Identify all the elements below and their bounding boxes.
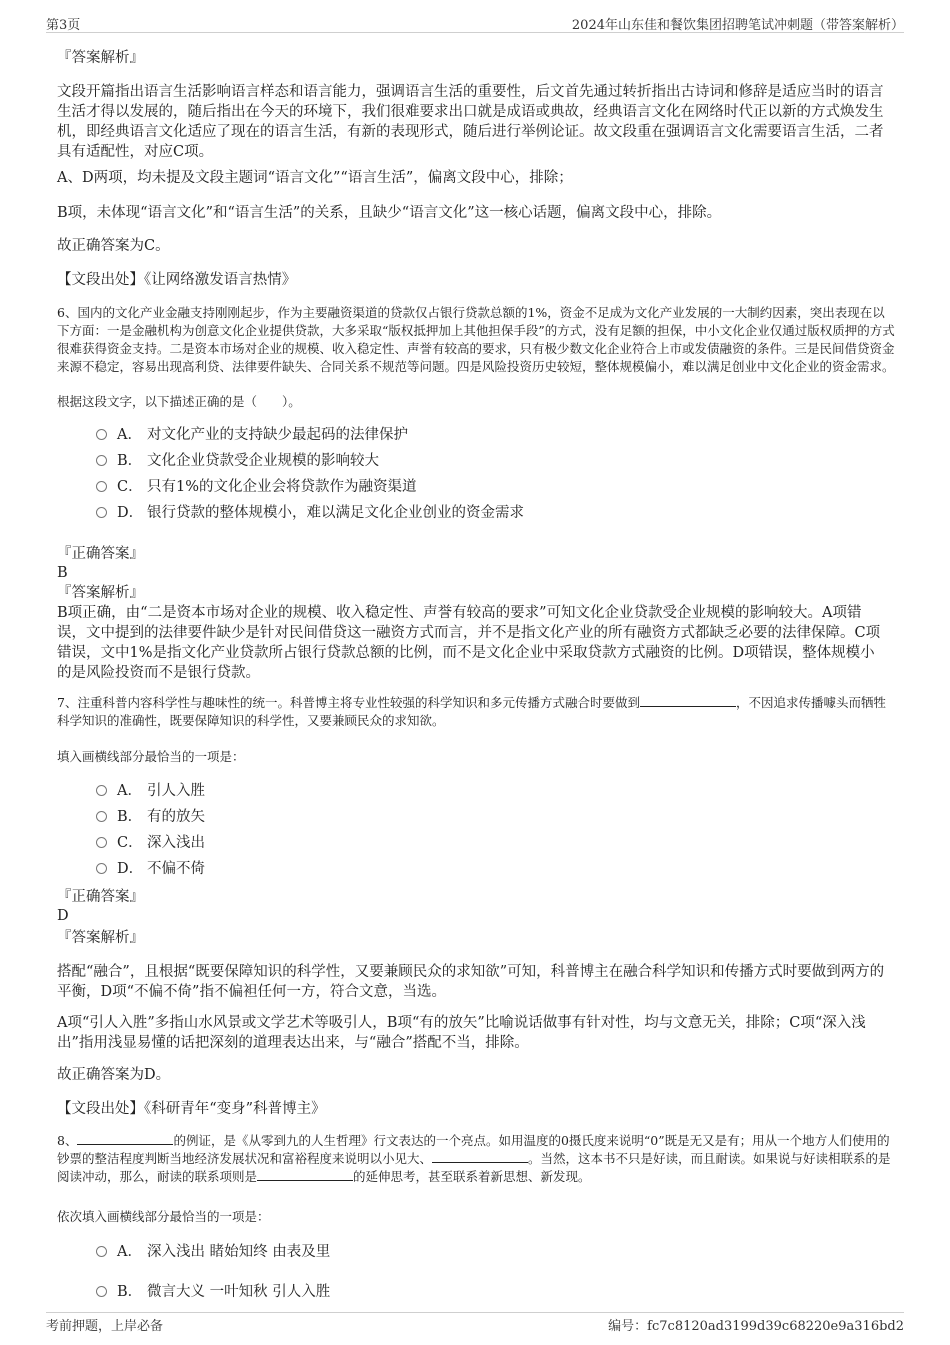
- q7-source: 【文段出处】《科研青年“变身”科普博主》: [57, 1101, 326, 1117]
- fill-blank: [257, 1168, 353, 1181]
- q7-option-b[interactable]: B． 有的放矢: [96, 806, 205, 828]
- document-code: 编号：fc7c8120ad3199d39c68220e9a316bd2: [608, 1319, 904, 1334]
- fill-blank: [77, 1132, 173, 1145]
- q6-answer-label: 『正确答案』: [57, 546, 144, 562]
- q8-option-a[interactable]: A． 深入浅出 睹始知终 由表及里: [96, 1241, 330, 1263]
- footer-slogan: 考前押题，上岸必备: [46, 1319, 164, 1334]
- q6-answer: B: [57, 565, 68, 581]
- q7-analysis-label: 『答案解析』: [57, 930, 144, 946]
- q5-analysis-label: 『答案解析』: [57, 50, 144, 66]
- radio-button[interactable]: [96, 507, 107, 518]
- q5-analysis: 文段开篇指出语言生活影响语言样态和语言能力，强调语言生活的重要性，后文首先通过转折指出古诗词和修辞是适应当时的语言生活才得以发展的，随后指出在今天的环境下，我们很难要求出口就是成语或典故，经典语言文化在网络时代正以新的方式焕发生机，即经典语言文化适应了现在的语言生活，有新的表现形式，随后进行举例论证。故文段重在强调语言文化需要语言生活，二者具有适配性，对应C项。: [57, 84, 884, 160]
- q6-prompt: 根据这段文字，以下描述正确的是（ ）。: [57, 394, 301, 409]
- q6-stem: 6、国内的文化产业金融支持刚刚起步，作为主要融资渠道的贷款仅占银行贷款总额的1%，资金不足成为文化产业发展的一大制约因素，突出表现在以下方面：一是金融机构为创意文化企业提供贷款，大多采取“版权抵押加上其他担保手段”的方式，没有足额的担保，中小文化企业仅通过版权质押的方式很难获得资金支持。二是资本市场对企业的规模、收入稳定性、声誉有较高的要求，只有极少数文化企业符合上市或发债融资的条件。三是民间借贷资金来源不稳定，容易出现高利贷、法律要件缺失、合同关系不规范等问题。四是风险投资历史较短，整体规模偏小，难以满足创业中文化企业的资金需求。: [57, 305, 895, 374]
- q6-option-d[interactable]: D． 银行贷款的整体规模小，难以满足文化企业创业的资金需求: [96, 502, 524, 524]
- radio-button[interactable]: [96, 1286, 107, 1297]
- radio-button[interactable]: [96, 1246, 107, 1257]
- radio-button[interactable]: [96, 863, 107, 874]
- page-footer: [46, 1312, 904, 1333]
- radio-button[interactable]: [96, 455, 107, 466]
- radio-button[interactable]: [96, 837, 107, 848]
- q8-stem: 8、 的例证，是《从零到九的人生哲理》行文表达的一个亮点。如用温度的0摄氏度来说明“0”既是无又是有；用从一个地方人们使用的钞票的整洁程度判断当地经济发展状况和富裕程度来说明以小见大、 。当然，这本书不只是好读，而且耐读。如果说与好读相联系的是阅读冲动，那么，耐读的联系项则是 的延伸思考，甚至联系着新思想、新发现。: [57, 1133, 891, 1184]
- fill-blank: [432, 1150, 528, 1163]
- q5-analysis-ad: A、D两项，均未提及文段主题词“语言文化”“语言生活”，偏离文段中心，排除；: [57, 170, 573, 186]
- q7-analysis-others: A项“引人入胜”多指山水风景或文学艺术等吸引人，B项“有的放矢”比喻说话做事有针对性，均与文意无关，排除；C项“深入浅出”指用浅显易懂的话把深刻的道理表达出来，与“融合”搭配不当，排除。: [57, 1015, 866, 1051]
- q5-source: 【文段出处】《让网络激发语言热情》: [57, 272, 297, 288]
- q5-analysis-b: B项，未体现“语言文化”和“语言生活”的关系，且缺少“语言文化”这一核心话题，偏离文段中心，排除。: [57, 205, 722, 221]
- q6-option-c[interactable]: C． 只有1%的文化企业会将贷款作为融资渠道: [96, 476, 417, 498]
- q7-answer: D: [57, 908, 69, 924]
- radio-button[interactable]: [96, 481, 107, 492]
- q5-conclusion: 故正确答案为C。: [57, 238, 170, 254]
- q6-analysis-label: 『答案解析』: [57, 585, 144, 601]
- radio-button[interactable]: [96, 811, 107, 822]
- q7-conclusion: 故正确答案为D。: [57, 1067, 171, 1083]
- q7-answer-label: 『正确答案』: [57, 889, 144, 905]
- q7-stem: 7、注重科普内容科学性与趣味性的统一。科普博主将专业性较强的科学知识和多元传播方式融合时要做到 ，不因追求传播噱头而牺牲科学知识的准确性，既要保障知识的科学性，又要兼顾民众的求知欲。: [57, 695, 886, 728]
- q7-option-c[interactable]: C． 深入浅出: [96, 832, 205, 854]
- q7-analysis: 搭配“融合”，且根据“既要保障知识的科学性，又要兼顾民众的求知欲”可知，科普博主在融合科学知识和传播方式时要做到两方的平衡，D项“不偏不倚”指不偏袒任何一方，符合文意，当选。: [57, 964, 885, 1000]
- q7-option-a[interactable]: A． 引人入胜: [96, 780, 205, 802]
- radio-button[interactable]: [96, 785, 107, 796]
- q6-option-a[interactable]: A． 对文化产业的支持缺少最起码的法律保护: [96, 424, 408, 446]
- radio-button[interactable]: [96, 429, 107, 440]
- page-number: 第3页: [46, 18, 81, 33]
- q6-analysis: B项正确，由“二是资本市场对企业的规模、收入稳定性、声誉有较高的要求”可知文化企业贷款受企业规模的影响较大。A项错误，文中提到的法律要件缺少是针对民间借贷这一融资方式而言，并不是指文化产业的所有融资方式都缺乏必要的法律保障。C项错误，文中1%是指文化产业贷款所占银行贷款总额的比例，而不是文化企业中采取贷款方式融资的比例。D项错误，整体规模小的是风险投资而不是银行贷款。: [57, 605, 881, 681]
- q8-option-b[interactable]: B． 微言大义 一叶知秋 引人入胜: [96, 1281, 330, 1303]
- q7-prompt: 填入画横线部分最恰当的一项是：: [57, 749, 245, 764]
- document-title: 2024年山东佳和餐饮集团招聘笔试冲刺题（带答案解析）: [571, 18, 904, 33]
- fill-blank: [640, 694, 736, 707]
- q7-option-d[interactable]: D． 不偏不倚: [96, 858, 205, 880]
- q8-prompt: 依次填入画横线部分最恰当的一项是：: [57, 1209, 270, 1224]
- page-header: [46, 12, 904, 33]
- q6-option-b[interactable]: B． 文化企业贷款受企业规模的影响较大: [96, 450, 379, 472]
